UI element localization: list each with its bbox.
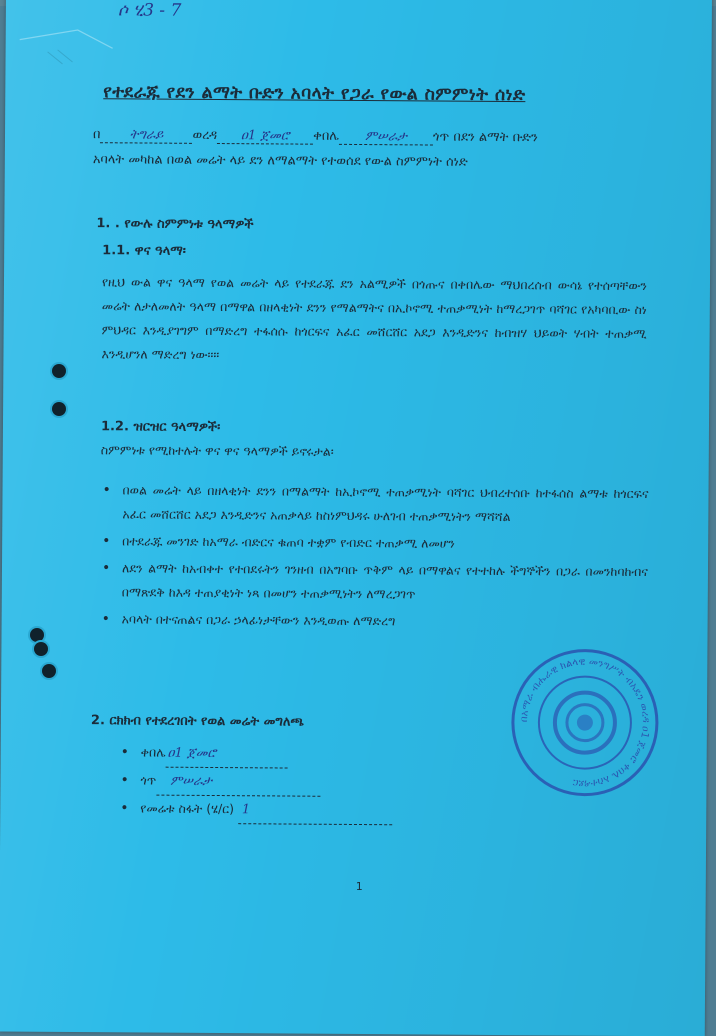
intro-line-1 [93,127,538,146]
intro-line1-tail: ጎጥ በደን ልማት ቡድን [432,129,538,146]
section-1-1-paragraph: የዚህ ውል ዋና ዓላማ የወል መሬት ላይ የተደራጁ ደን አልሚዎች በጎጡና በቀበሌው ማህበረሰብ ውሳኔ የተሰጣቸውን መሬት ለታለመለት ዓላማ በማዋል በዘላቂነት ደንን የማልማትና በኢኮኖሚ ተጠቃሚነት ከማረጋገጥ ባሻገር የአካባቢው ስነ ምህዳር እንዲያገግም በማድረግ ተፋሰሱ ከጎርፍና አፈር መሸርሸር አደጋ እንዲድንና ከብዝሃ ህይወት ሃብት ተጠቃሚ እንዲሆንለ ማድረግ ነው።። [101,274,648,363]
punch-hole [30,628,44,642]
list-item: • በወል መሬት ላይ በዘላቂነት ደንን በማልማት ከኢኮኖሚ ተጠቃሚነት ባሻገር ህብረተሰቡ ከተፋሰስ ልማቱ ከጎርፍና አፈር መሸርሸር አደጋ እንዲድንና አጠቃላይ ከስነምህዳሩ ሁለገብ ተጠቃሚነትን ማሻሻል [102,478,648,530]
punch-hole [52,364,66,378]
intro-word-wereda: ወረዳ [192,127,218,144]
section-1-2-lead: ስምምነቱ የሚከተሉት ዋና ዋና ዓላማዎች ይኖሩታል፡ [100,442,334,459]
intro-blank-wereda: ዐ1 ጀመሮ [217,128,313,145]
section-1-1-heading: 1.1. ዋና ዓላማ፡ [102,243,186,259]
intro-blank-kebele: ምሠራታ [339,129,433,146]
official-stamp [508,646,661,799]
handwritten-top-note: ሶ ሂ3 - 7 [117,0,182,21]
list-item: • አባላት በተናጠልና በጋራ ኃላፊነታቸውን እንዲወጡ ለማድረግ [102,607,648,635]
intro-prefix: በ [92,127,101,143]
punch-hole [52,402,66,416]
stamp-ring-text: በአማራ ብሔራዊ ክልላዊ መንግሥት ብአዴን ወረዳ ዐ1 ጀመሮ ቀበሌ አስተዳደር [518,656,651,789]
objectives-list [102,478,649,638]
field-area [120,795,392,825]
field-value: ዐ1 ጀመሮ [165,741,287,769]
field-kebele [121,739,393,769]
field-value: 1 [238,797,392,825]
punch-hole [42,664,56,678]
land-description-list [120,739,392,825]
folded-corner-crease [17,12,127,73]
intro-line-2: አባላት መካከል በወል መሬት ላይ ደን ለማልማት የተወሰደ የውል ስምምነት ሰነድ [92,152,468,170]
field-gott [120,767,392,797]
field-label: ጎጥ [140,772,157,788]
intro-blank-region: ትግራይ [100,127,192,144]
punch-hole [34,642,48,656]
page-number: 1 [355,879,363,894]
list-item: • ለደን ልማት ከአብቀተ የተበደሩትን ገንዘብ በአግባቡ ጥቅም ላይ በማዋልና የተተከሉ ችግኞችን በጋራ በመንከባከብና በማጽደቅ ከእዳ ተጠያቂነት ነጻ በመሆን ተጠቃሚነትን ለማረጋገጥ [102,556,648,608]
section-1-heading: 1. . የውሉ ስምምነቱ ዓላማዎች [96,216,254,233]
field-label: ቀበሌ [140,744,166,760]
list-item: • በተደራጁ መንገድ ከአማራ ብድርና ቁጠባ ተቋም የብድር ተጠቃሚ ለመሆን [102,529,648,557]
field-value: ምሠራታ [156,769,320,797]
intro-word-kebele: ቀበሌ [313,128,339,144]
document-title: የተደራጁ የደን ልማት ቡድን አባላት የጋራ የውል ስምምነት ሰነድ [103,82,526,106]
section-1-2-heading: 1.2. ዝርዝር ዓላማዎች፡ [100,419,221,436]
section-2-heading: 2. ርክክብ የተደረገበት የወል መሬት መግለጫ [90,713,305,730]
field-label: የመሬቱ ስፋት (ሄ/ር) [140,800,235,817]
